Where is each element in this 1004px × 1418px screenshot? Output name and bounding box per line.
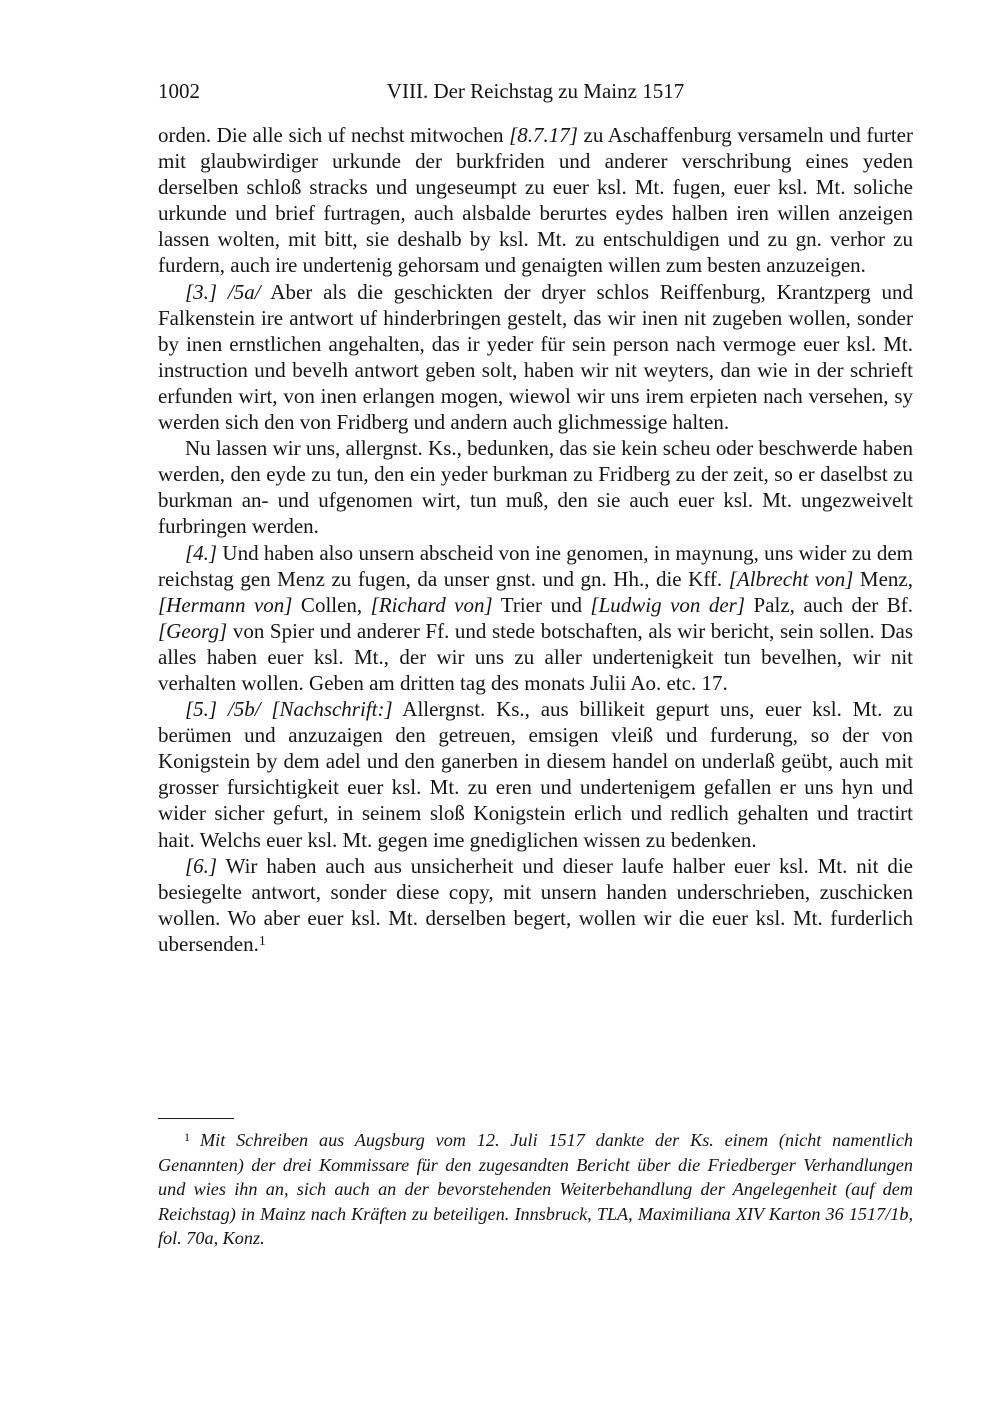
text-segment: Nu lassen wir uns, allergnst. Ks., bedunken, das sie kein scheu oder beschwerde haben werden, den eyde zu tun, den ein yeder burkman zu Fridberg zu der zeit, so er daselbst zu burkman an- und ufgenomen wirt, tun muß, den sie auch euer ksl. Mt. ungezweivelt furbringen werden. (158, 436, 913, 539)
footnote (158, 1128, 913, 1251)
text-segment: [Ludwig von der] (590, 592, 746, 617)
paragraph (158, 122, 913, 279)
text-segment: orden. Die alle sich uf nechst mitwochen (158, 123, 510, 147)
page-header (158, 78, 913, 105)
paragraph (158, 540, 913, 697)
paragraph (158, 279, 913, 436)
text-segment: zu Aschaffenburg versameln und furter mit glaubwirdiger urkunde der burkfriden und anderer verschribung eines yeden derselben schloß stracks und ungeseumpt zu euer ksl. Mt. fugen, euer ksl. Mt. soliche urkunde und brief furtragen, auch alsbalde berurtes eydes halben iren willen anzeigen lassen wolten, mit bitt, sie deshalb by ksl. Mt. zu entschuldigen und zu gn. verhor zu furdern, auch ire undertenig gehorsam und genaigten willen zum besten anzuzeigen. (158, 123, 913, 278)
text-segment: Collen, (292, 592, 371, 617)
text-segment: [5.] /5b/ [Nachschrift:] (185, 697, 393, 722)
paragraph (158, 435, 913, 539)
text-segment: Allergnst. Ks., aus billikeit gepurt uns, euer ksl. Mt. zu berümen und anzuzaigen den getreuen, emsigen vleiß und furderung, so der von Konigstein by dem adel und den ganerben in diesem handel on underlaß geübt, auch mit grosser fursichtigkeit euer ksl. Mt. zu eren und undertenigem gefallen er uns hyn und wider sicher gefurt, in seinem sloß Konigstein erlich und redlich gehalten und tractirt hait. Welchs euer ksl. Mt. gegen ime gnediglichen wissen zu bedenken. (158, 697, 913, 852)
text-segment: [8.7.17] (509, 123, 578, 147)
paragraph (158, 853, 913, 957)
footnote-marker: 1 (184, 1129, 190, 1144)
text-segment: [Georg] (158, 618, 228, 643)
text-segment: Menz, (853, 566, 913, 591)
paragraph (158, 696, 913, 853)
text-segment: [4.] (185, 540, 218, 565)
text-segment: Und haben also unsern abscheid von ine genomen, in maynung, uns wider zu dem reichstag gen Menz zu fugen, da unser gnst. und gn. Hh., die Kff. (158, 540, 913, 591)
text-segment: [Albrecht von] (728, 566, 854, 591)
footnote-reference: 1 (258, 932, 266, 948)
text-segment: [Richard von] (370, 592, 493, 617)
text-segment: Aber als die geschickten der dryer schlos Reiffenburg, Krantzperg und Falkenstein ire antwort uf hinderbringen gestelt, das wir inen nit zugeben wollen, sonder by inen ernstlichen angehalten, das ir yeder für sein person nach vermoge euer ksl. Mt. instruction und bevelh antwort geben solt, haben wir nit weyters, dan wie in der schrieft erfunden wirt, von inen erlangen mogen, wiewol wir uns irem erpieten nach versehen, sy werden sich den von Fridberg und andern auch glichmessige halten. (158, 279, 914, 435)
text-segment: Palz, auch der Bf. (745, 592, 913, 617)
page-number: 1002 (158, 79, 200, 103)
text-segment: Wir haben auch aus unsicherheit und dieser laufe halber euer ksl. Mt. nit die besiegelte antwort, sonder diese copy, mit unsern handen underschrieben, zuschicken wollen. Wo aber euer ksl. Mt. derselben begert, wollen wir die euer ksl. Mt. furderlich ubersenden. (158, 853, 913, 956)
text-segment: Trier und (492, 592, 591, 617)
text-segment: von Spier und anderer Ff. und stede botschaften, als wir bericht, sein sollen. Das alles haben euer ksl. Mt., der wir uns zu aller undertenigkeit tun bevelhen, wir nit verhalten wollen. Geben am dritten tag des monats Julii Ao. etc. 17. (158, 618, 913, 695)
document-body (158, 122, 913, 957)
footnote-section (158, 1118, 913, 1251)
text-segment: [6.] (185, 853, 218, 878)
text-segment: [Hermann von] (158, 592, 293, 617)
footnote-text: Mit Schreiben aus Augsburg vom 12. Juli 1517 dankte der Ks. einem (nicht namentlich Genannten) der drei Kommissare für den zugesandten Bericht über die Friedberger Verhandlungen und wies ihn an, sich auch an der bevorstehenden Weiterbehandlung der Angelegenheit (auf dem Reichstag) in Mainz nach Kräften zu beteiligen. Innsbruck, TLA, Maximiliana XIV Karton 36 1517/1b, fol. 70a, Konz. (158, 1130, 913, 1249)
text-segment: [3.] /5a/ (185, 279, 261, 304)
footnote-separator-rule (158, 1118, 234, 1119)
running-header-title: VIII. Der Reichstag zu Mainz 1517 (386, 79, 685, 103)
